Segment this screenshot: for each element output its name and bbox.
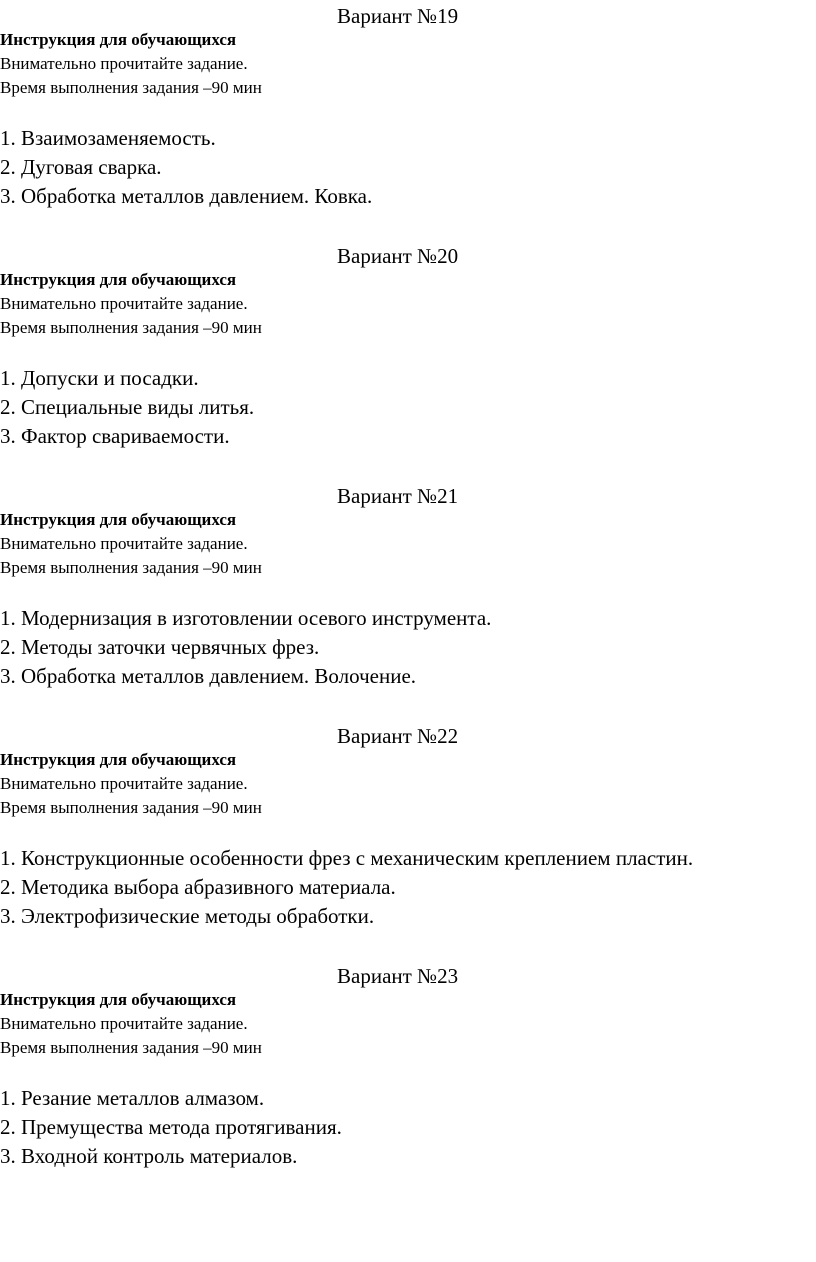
instruction-heading: Инструкция для обучающихся xyxy=(0,990,237,1009)
instruction-read: Внимательно прочитайте задание. xyxy=(0,54,248,73)
task-item: 3. Фактор свариваемости. xyxy=(0,424,230,448)
task-item: 1. Резание металлов алмазом. xyxy=(0,1086,265,1110)
task-item: 2. Методы заточки червячных фрез. xyxy=(0,635,320,659)
instruction-heading: Инструкция для обучающихся xyxy=(0,270,237,289)
variant-title: Вариант №21 xyxy=(337,484,459,508)
spacer xyxy=(0,340,816,364)
variant-section-20 xyxy=(0,244,816,451)
instruction-heading: Инструкция для обучающихся xyxy=(0,30,237,49)
instruction-time: Время выполнения задания –90 мин xyxy=(0,78,262,97)
task-item: 2. Методика выбора абразивного материала. xyxy=(0,875,396,899)
task-item: 2. Дуговая сварка. xyxy=(0,155,162,179)
variant-title: Вариант №19 xyxy=(337,4,459,28)
variant-title: Вариант №20 xyxy=(337,244,459,268)
variant-section-22 xyxy=(0,724,816,931)
task-item: 3. Обработка металлов давлением. Волочение. xyxy=(0,664,417,688)
instruction-time: Время выполнения задания –90 мин xyxy=(0,798,262,817)
instruction-time: Время выполнения задания –90 мин xyxy=(0,318,262,337)
task-item: 3. Электрофизические методы обработки. xyxy=(0,904,375,928)
variant-section-23 xyxy=(0,964,816,1171)
task-item: 2. Специальные виды литья. xyxy=(0,395,255,419)
variant-title: Вариант №23 xyxy=(337,964,459,988)
instruction-read: Внимательно прочитайте задание. xyxy=(0,774,248,793)
task-item: 3. Обработка металлов давлением. Ковка. xyxy=(0,184,373,208)
spacer xyxy=(0,820,816,844)
instruction-heading: Инструкция для обучающихся xyxy=(0,510,237,529)
task-item: 2. Премущества метода протягивания. xyxy=(0,1115,342,1139)
variant-title: Вариант №22 xyxy=(337,724,459,748)
instruction-time: Время выполнения задания –90 мин xyxy=(0,1038,262,1057)
instruction-read: Внимательно прочитайте задание. xyxy=(0,294,248,313)
task-item: 3. Входной контроль материалов. xyxy=(0,1144,298,1168)
spacer xyxy=(0,100,816,124)
instruction-read: Внимательно прочитайте задание. xyxy=(0,534,248,553)
task-item: 1. Допуски и посадки. xyxy=(0,366,199,390)
spacer xyxy=(0,580,816,604)
variant-section-21 xyxy=(0,484,816,691)
task-item: 1. Конструкционные особенности фрез с механическим креплением пластин. xyxy=(0,846,694,870)
task-item: 1. Модернизация в изготовлении осевого инструмента. xyxy=(0,606,492,630)
instruction-read: Внимательно прочитайте задание. xyxy=(0,1014,248,1033)
variant-section-19 xyxy=(0,4,816,211)
task-item: 1. Взаимозаменяемость. xyxy=(0,126,216,150)
instruction-time: Время выполнения задания –90 мин xyxy=(0,558,262,577)
instruction-heading: Инструкция для обучающихся xyxy=(0,750,237,769)
spacer xyxy=(0,1060,816,1084)
